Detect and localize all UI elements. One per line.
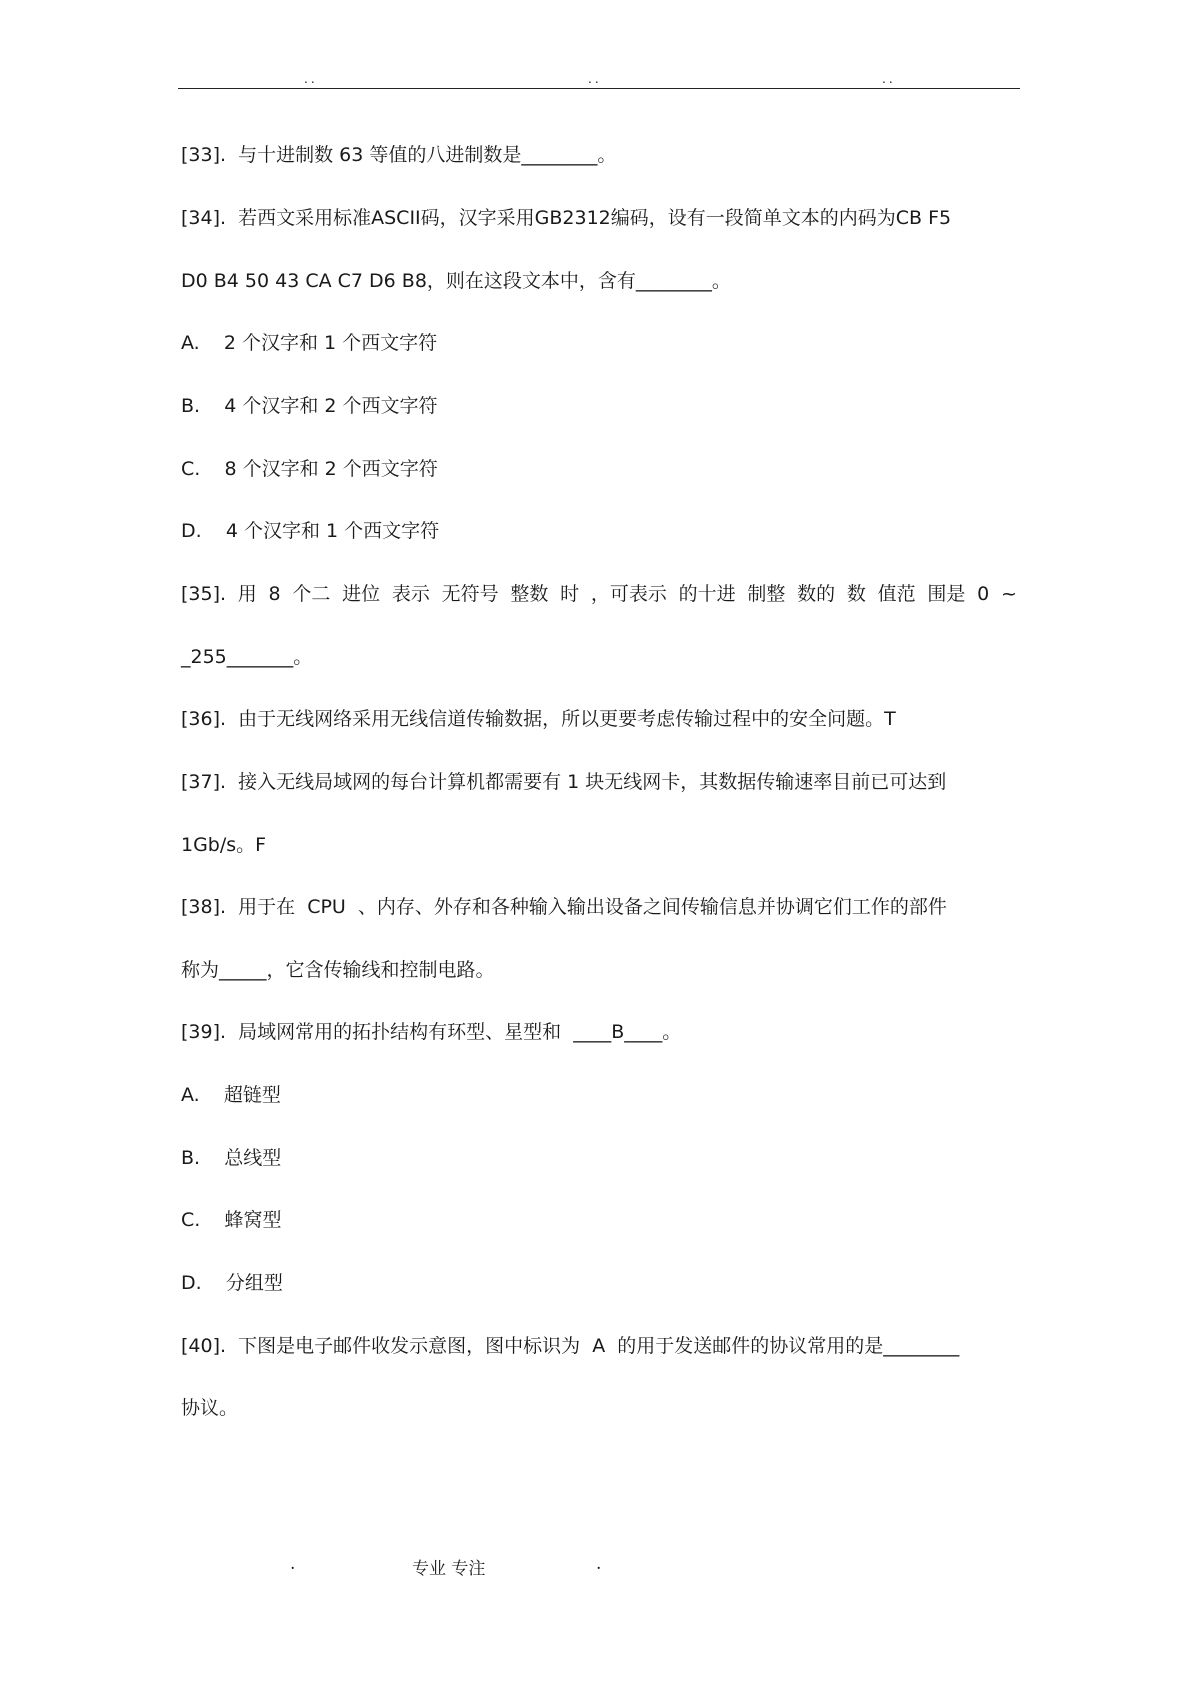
q35-word: 表示 xyxy=(391,583,430,605)
q35-word: 制整 xyxy=(747,583,786,605)
q39-option-d: D. 分组型 xyxy=(181,1272,283,1294)
footer-dot-right: . xyxy=(596,1554,602,1574)
question-37-line2: 1Gb/s。F xyxy=(181,834,267,856)
q35-word: 用 xyxy=(237,583,257,605)
q35-word: 数的 xyxy=(797,583,836,605)
q35-word: ，可表示 xyxy=(590,583,667,605)
q34-option-c: C. 8 个汉字和 2 个西文字符 xyxy=(181,458,438,480)
q35-word: 进位 xyxy=(342,583,381,605)
question-36: [36]. 由于无线网络采用无线信道传输数据，所以更要考虑传输过程中的安全问题。T xyxy=(181,708,896,730)
q34-option-d: D. 4 个汉字和 1 个西文字符 xyxy=(181,520,440,542)
question-37-line1: [37]. 接入无线局域网的每台计算机都需要有 1 块无线网卡，其数据传输速率目前已可达到 xyxy=(181,771,947,793)
question-33: [33]. 与十进制数 63 等值的八进制数是________。 xyxy=(181,144,617,166)
q35-word: [35]. xyxy=(181,583,227,605)
q35-word: 整数 xyxy=(510,583,549,605)
q35-word: 8 xyxy=(268,583,281,605)
footer-dot-left: . xyxy=(290,1554,296,1574)
q35-word: 数 xyxy=(846,583,866,605)
q39-option-a: A. 超链型 xyxy=(181,1084,281,1106)
q35-word: 0 xyxy=(977,583,990,605)
q35-word: 的十进 xyxy=(678,583,736,605)
q35-word: 围是 xyxy=(927,583,966,605)
q39-option-b: B. 总线型 xyxy=(181,1147,282,1169)
page-header-rule xyxy=(178,74,1020,89)
header-mark-left: .. xyxy=(304,72,318,86)
question-35-line2: _255_______。 xyxy=(181,646,313,668)
question-34-line1: [34]. 若西文采用标准ASCII码，汉字采用GB2312编码，设有一段简单文本的内码为CB F5 xyxy=(181,207,952,229)
q35-word: 时 xyxy=(560,583,580,605)
question-39: [39]. 局域网常用的拓扑结构有环型、星型和 ____B____。 xyxy=(181,1021,682,1043)
question-38-line2: 称为_____，它含传输线和控制电路。 xyxy=(181,959,495,981)
q34-option-a: A. 2 个汉字和 1 个西文字符 xyxy=(181,332,438,354)
question-38-line1: [38]. 用于在 CPU 、内存、外存和各种输入输出设备之间传输信息并协调它们工作的部件 xyxy=(181,896,947,918)
header-mark-center: .. xyxy=(588,72,602,86)
q39-option-c: C. 蜂窝型 xyxy=(181,1209,282,1231)
q35-word: ~ xyxy=(1000,583,1017,605)
q35-word: 值范 xyxy=(877,583,916,605)
question-40-line2: 协议。 xyxy=(181,1397,239,1419)
q35-word: 无符号 xyxy=(441,583,499,605)
question-35-line1 xyxy=(181,580,1017,608)
question-40-line1: [40]. 下图是电子邮件收发示意图，图中标识为 A 的用于发送邮件的协议常用的是________ xyxy=(181,1335,960,1357)
q34-option-b: B. 4 个汉字和 2 个西文字符 xyxy=(181,395,438,417)
header-mark-right: .. xyxy=(882,72,896,86)
footer-tagline: 专业 专注 xyxy=(412,1559,486,1579)
question-34-line2: D0 B4 50 43 CA C7 D6 B8，则在这段文本中，含有________。 xyxy=(181,270,731,292)
q35-word: 个二 xyxy=(292,583,331,605)
